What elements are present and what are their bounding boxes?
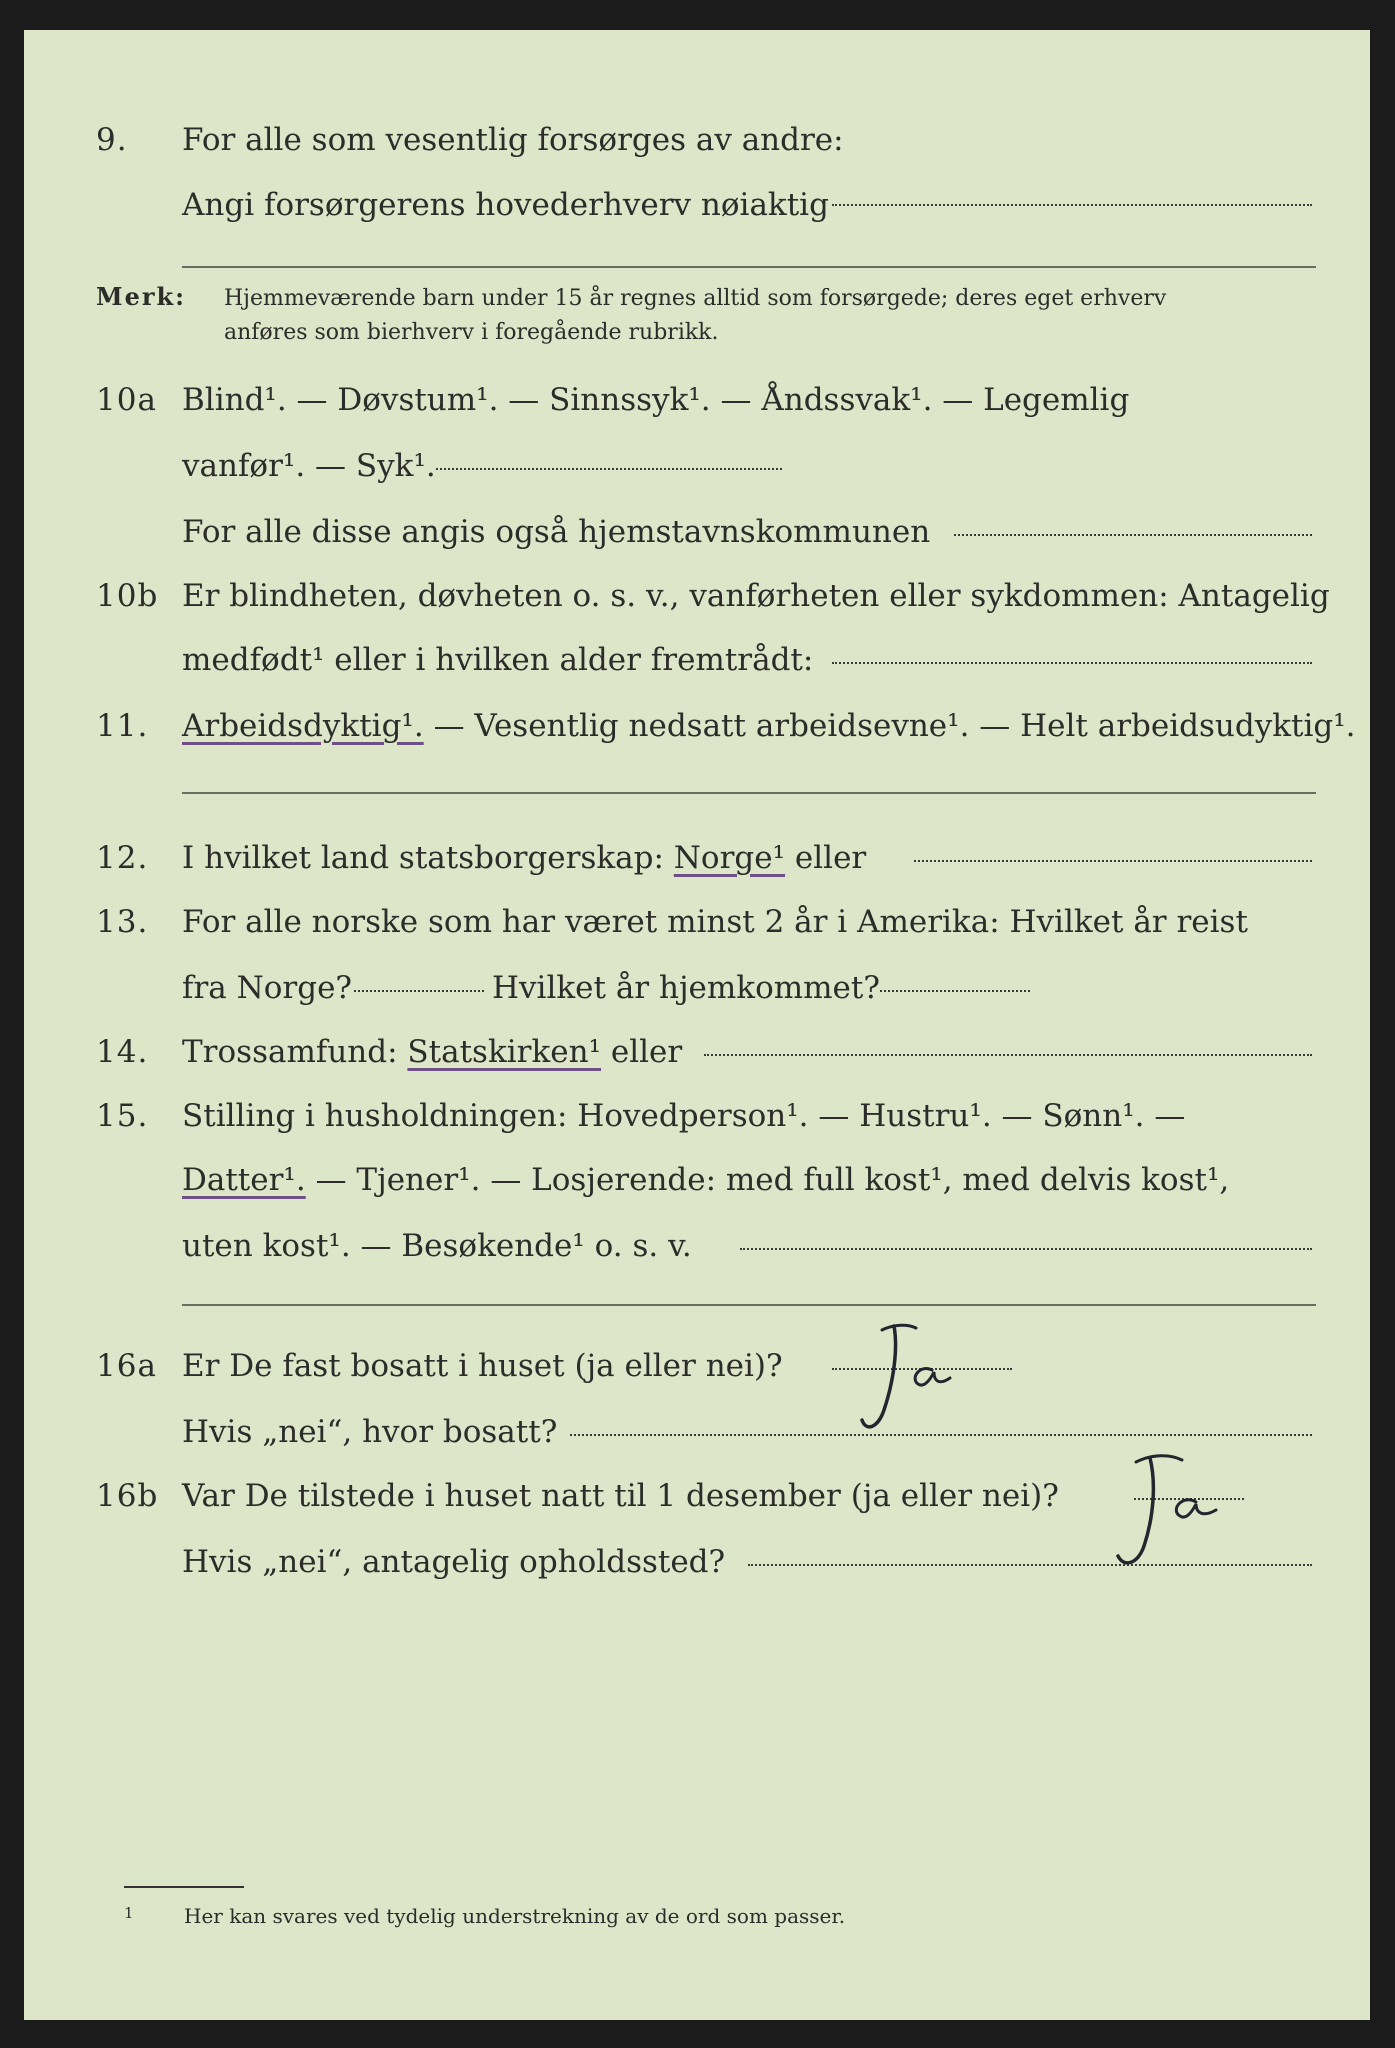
q12-row — [24, 826, 1370, 890]
q10b-answer-field[interactable] — [832, 662, 1312, 664]
q9-number: 9. — [96, 122, 128, 158]
q15-text-2 — [182, 1160, 1229, 1200]
q10a-row-2 — [24, 434, 1370, 498]
merk-note — [24, 282, 1370, 352]
q13-text-2a: fra Norge? — [182, 970, 353, 1006]
q11-other-options[interactable]: — Vesentlig nedsatt arbeidsevne¹. — Helt arbeidsudyktig¹. — [433, 708, 1356, 744]
q10a-row — [24, 368, 1370, 432]
q15-answer-field[interactable] — [740, 1248, 1312, 1250]
q10a-hometown-field[interactable] — [954, 534, 1312, 536]
q16b-text-2: Hvis „nei“, antagelig opholdssted? — [182, 1544, 726, 1580]
q12-eller: eller — [794, 840, 867, 876]
q9-answer-field[interactable] — [832, 204, 1312, 206]
q16a-text-2: Hvis „nei“, hvor bosatt? — [182, 1414, 558, 1450]
merk-text-2: anføres som bierhverv i foregående rubrikk. — [224, 320, 719, 345]
q10a-text-3: For alle disse angis også hjemstavnskommunen — [182, 514, 931, 550]
q12-text — [182, 838, 866, 878]
q16a-answer-text: Ja — [854, 1320, 855, 1321]
q14-label: Trossamfund: — [182, 1034, 398, 1070]
merk-label: Merk: — [96, 282, 186, 311]
q10a-number: 10a — [96, 382, 157, 418]
q13-row — [24, 890, 1370, 954]
q14-row — [24, 1020, 1370, 1084]
q10a-row-3 — [24, 500, 1370, 564]
q16a-row — [24, 1334, 1370, 1398]
q13-number: 13. — [96, 904, 149, 940]
q9-text-2: Angi forsørgerens hovederhverv nøiaktig — [182, 187, 829, 223]
q16a-text: Er De fast bosatt i huset (ja eller nei)? — [182, 1348, 783, 1384]
q16b-text: Var De tilstede i huset natt til 1 desember (ja eller nei)? — [182, 1478, 1059, 1514]
q11-answer-line[interactable] — [182, 792, 1316, 794]
q11-underlined-option[interactable]: Arbeidsdyktig¹. — [182, 708, 424, 744]
q15-other-options[interactable]: — Tjener¹. — Losjerende: med full kost¹, med delvis kost¹, — [315, 1162, 1230, 1198]
q9-row — [24, 108, 1370, 172]
q10b-row — [24, 564, 1370, 628]
q13-text: For alle norske som har været minst 2 år i Amerika: Hvilket år reist — [182, 904, 1248, 940]
q16b-whereabouts-field[interactable] — [748, 1564, 1312, 1566]
q13-row-2 — [24, 956, 1370, 1020]
q11-number: 11. — [96, 708, 149, 744]
q14-number: 14. — [96, 1034, 149, 1070]
q12-label: I hvilket land statsborgerskap: — [182, 840, 664, 876]
q12-underlined-option[interactable]: Norge¹ — [673, 840, 786, 876]
q16b-row-2 — [24, 1530, 1370, 1594]
q15-row-2 — [24, 1148, 1370, 1212]
q11-row — [24, 694, 1370, 758]
q14-text — [182, 1032, 682, 1072]
q10b-number: 10b — [96, 578, 159, 614]
q15-number: 15. — [96, 1098, 149, 1134]
q15-row — [24, 1084, 1370, 1148]
q10b-text: Er blindheten, døvheten o. s. v., vanførheten eller sykdommen: Antagelig — [182, 578, 1330, 614]
q15-text-3[interactable]: uten kost¹. — Besøkende¹ o. s. v. — [182, 1228, 692, 1264]
q15-underlined-option[interactable]: Datter¹. — [182, 1162, 306, 1198]
q10a-text: Blind¹. — Døvstum¹. — Sinnssyk¹. — Åndssvak¹. — Legemlig — [182, 382, 1130, 418]
q14-answer-field[interactable] — [704, 1054, 1312, 1056]
q13-emigration-year-field[interactable] — [354, 990, 484, 992]
q14-underlined-option[interactable]: Statskirken¹ — [407, 1034, 601, 1070]
q13-text-2b: Hvilket år hjemkommet? — [492, 970, 880, 1006]
merk-text-1: Hjemmeværende barn under 15 år regnes alltid som forsørgede; deres eget erhverv — [224, 286, 1167, 311]
q10b-text-2: medfødt¹ eller i hvilken alder fremtrådt: — [182, 642, 814, 678]
q10a-text-2: vanfør¹. — Syk¹. — [182, 448, 436, 484]
q13-return-year-field[interactable] — [880, 990, 1030, 992]
q10a-answer-field[interactable] — [436, 468, 782, 470]
q12-number: 12. — [96, 840, 149, 876]
q11-text — [182, 706, 1356, 746]
footnote-marker: 1 — [124, 1904, 134, 1922]
q9-answer-line[interactable] — [182, 266, 1316, 268]
q16b-answer-text: Ja — [1104, 1450, 1105, 1451]
q10b-row-2 — [24, 628, 1370, 692]
footnote-rule — [124, 1886, 244, 1888]
q12-answer-field[interactable] — [914, 860, 1312, 862]
q9-text: For alle som vesentlig forsørges av andre: — [182, 122, 844, 158]
q15-row-3 — [24, 1214, 1370, 1278]
q15-answer-line[interactable] — [182, 1304, 1316, 1306]
q15-text[interactable]: Stilling i husholdningen: Hovedperson¹. — Hustru¹. — Sønn¹. — — [182, 1098, 1186, 1134]
q16a-number: 16a — [96, 1348, 157, 1384]
footnote-text: Her kan svares ved tydelig understrekning av de ord som passer. — [184, 1904, 846, 1928]
q14-eller: eller — [610, 1034, 683, 1070]
census-form-page — [24, 30, 1370, 2020]
q16a-residence-field[interactable] — [570, 1434, 1312, 1436]
q16b-number: 16b — [96, 1478, 159, 1514]
